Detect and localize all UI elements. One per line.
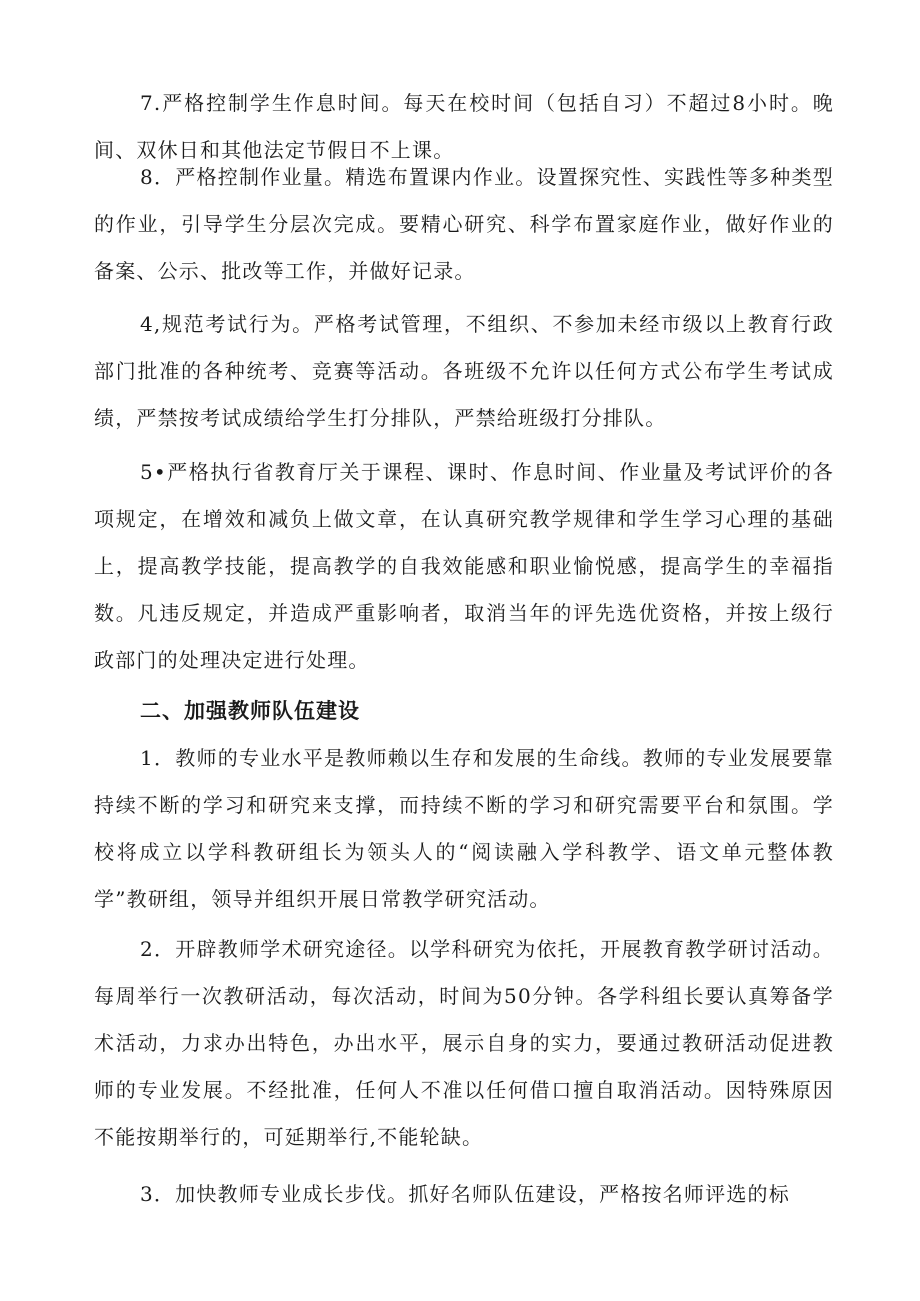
- paragraph-section2-item-2: 2．开辟教师学术研究途径。以学科研究为依托，开展教育教学研讨活动。每周举行一次教研活动，每次活动，时间为50分钟。各学科组长要认真筹备学术活动，力求办出特色，办出水平，展示自身的实力，要通过教研活动促进教师的专业发展。不经批准，任何人不准以任何借口擅自取消活动。因特殊原因不能按期举行的，可延期举行,不能轮缺。: [94, 937, 834, 1149]
- paragraph-item-5: 5•严格执行省教育厅关于课程、课时、作息时间、作业量及考试评价的各项规定，在增效和减负上做文章，在认真研究教学规律和学生学习心理的基础上，提高教学技能，提高教学的自我效能感和职业愉悦感，提高学生的幸福指数。凡违反规定，并造成严重影响者，取消当年的评先选优资格，并按上级行政部门的处理决定进行处理。: [94, 460, 834, 672]
- section-heading: 二、加强教师队伍建设: [140, 699, 360, 723]
- paragraph-item-8: 8．严格控制作业量。精选布置课内作业。设置探究性、实践性等多种类型的作业，引导学生分层次完成。要精心研究、科学布置家庭作业，做好作业的备案、公示、批改等工作，并做好记录。: [94, 165, 834, 283]
- paragraph-item-4: 4,规范考试行为。严格考试管理，不组织、不参加未经市级以上教育行政部门批准的各种统考、竞赛等活动。各班级不允许以任何方式公布学生考试成绩，严禁按考试成绩给学生打分排队，严禁给班级打分排队。: [94, 312, 834, 430]
- paragraph-section2-item-3: 3．加快教师专业成长步伐。抓好名师队伍建设，严格按名师评选的标: [140, 1182, 790, 1206]
- paragraph-section2-item-1: 1．教师的专业水平是教师赖以生存和发展的生命线。教师的专业发展要靠持续不断的学习和研究来支撑，而持续不断的学习和研究需要平台和氛围。学校将成立以学科教研组长为领头人的“阅读融入学科教学、语文单元整体教学”教研组，领导并组织开展日常教学研究活动。: [94, 746, 834, 911]
- paragraph-item-7: 7.严格控制学生作息时间。每天在校时间（包括自习）不超过8小时。晚间、双休日和其他法定节假日不上课。: [94, 91, 834, 162]
